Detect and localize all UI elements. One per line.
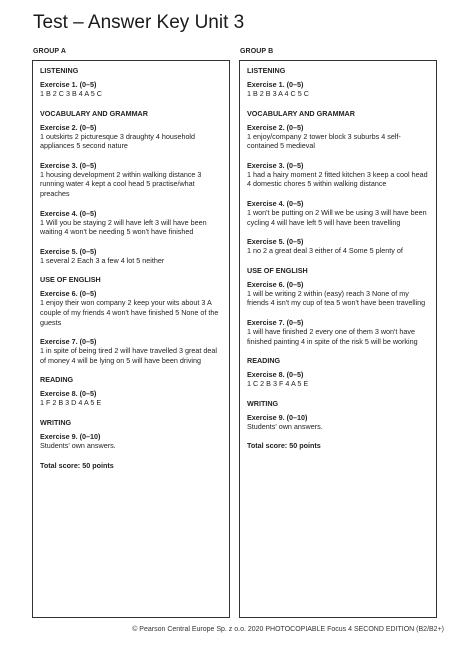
exercise-title: Exercise 2. (0–5): [247, 122, 304, 132]
group-a-label: GROUP A: [33, 48, 66, 55]
exercise-answers: 1 will be writing 2 within (easy) reach 3 None of my friends 4 isn't my cup of tea 5 won't have been travelling: [247, 288, 426, 308]
exercise-title: Exercise 6. (0–5): [247, 279, 304, 289]
exercise-title: Exercise 4. (0–5): [40, 208, 97, 218]
exercise-title: Exercise 1. (0–5): [247, 80, 304, 89]
exercise-title: Exercise 7. (0–5): [247, 317, 304, 327]
exercise-answers: 1 C 2 B 3 F 4 A 5 E: [247, 379, 309, 389]
section-heading: USE OF ENGLISH: [247, 265, 308, 275]
group-b-answer-box: [239, 60, 437, 618]
section-heading: READING: [40, 375, 74, 385]
exercise-title: Exercise 4. (0–5): [247, 198, 304, 208]
exercise-title: Exercise 6. (0–5): [40, 289, 97, 299]
exercise-block: [40, 289, 223, 327]
exercise-title: Exercise 9. (0–10): [247, 412, 308, 422]
section-heading: READING: [247, 356, 281, 366]
exercise-block: [40, 123, 223, 151]
group-b-label: GROUP B: [240, 48, 274, 55]
exercise-title: Exercise 8. (0–5): [247, 370, 304, 380]
exercise-answers: 1 several 2 Each 3 a few 4 lot 5 neither: [40, 255, 165, 265]
exercise-title: Exercise 1. (0–5): [40, 80, 97, 89]
exercise-block: [247, 370, 430, 389]
exercise-block: [247, 280, 430, 308]
exercise-answers: 1 enjoy their won company 2 keep your wits about 3 A couple of my friends 4 won't have finished 5 None of the guests: [40, 298, 219, 327]
exercise-title: Exercise 7. (0–5): [40, 337, 97, 347]
section-heading: WRITING: [40, 417, 72, 427]
section-heading: USE OF ENGLISH: [40, 275, 101, 285]
exercise-answers: 1 B 2 C 3 B 4 A 5 C: [40, 89, 102, 98]
exercise-block: [247, 413, 430, 432]
exercise-answers: 1 will have finished 2 every one of them 3 won't have finished painting 4 in spite of the risk 5 will be working: [247, 326, 418, 346]
exercise-answers: Students' own answers.: [247, 421, 323, 431]
exercise-title: Exercise 2. (0–5): [40, 122, 97, 132]
exercise-block: [40, 247, 223, 266]
page-title: Test – Answer Key Unit 3: [33, 12, 245, 33]
total-score: Total score: 50 points: [40, 460, 114, 470]
exercise-title: Exercise 5. (0–5): [40, 246, 97, 256]
exercise-block: [40, 209, 223, 237]
exercise-answers: 1 outskirts 2 picturesque 3 draughty 4 household appliances 5 second nature: [40, 131, 196, 151]
exercise-answers: 1 B 2 B 3 A 4 C 5 C: [247, 89, 309, 98]
exercise-answers: 1 F 2 B 3 D 4 A 5 E: [40, 398, 102, 408]
exercise-block: [247, 80, 430, 99]
copyright-footer: © Pearson Central Europe Sp. z o.o. 2020 PHOTOCOPIABLE Focus 4 SECOND EDITION (B2/B2+): [132, 626, 444, 633]
section-heading: VOCABULARY AND GRAMMAR: [40, 108, 148, 118]
exercise-block: [247, 199, 430, 227]
exercise-title: Exercise 3. (0–5): [247, 160, 304, 170]
exercise-block: [247, 237, 430, 256]
exercise-answers: 1 no 2 a great deal 3 either of 4 Some 5 plenty of: [247, 246, 403, 256]
exercise-answers: Students' own answers.: [40, 440, 116, 450]
exercise-answers: 1 Will you be staying 2 will have left 3 will have been waiting 4 won't be needing 5 won't have finished: [40, 217, 207, 237]
exercise-block: [40, 337, 223, 365]
exercise-answers: 1 had a hairy moment 2 fitted kitchen 3 keep a cool head 4 domestic chores 5 within walking distance: [247, 169, 428, 189]
section-heading: VOCABULARY AND GRAMMAR: [247, 108, 355, 118]
exercise-title: Exercise 9. (0–10): [40, 431, 101, 441]
exercise-title: Exercise 8. (0–5): [40, 389, 97, 399]
exercise-block: [40, 389, 223, 408]
exercise-answers: 1 won't be putting on 2 Will we be using 3 will have been cycling 4 will have left 5 will have been travelling: [247, 207, 427, 227]
exercise-block: [40, 161, 223, 199]
exercise-title: Exercise 3. (0–5): [40, 160, 97, 170]
exercise-answers: 1 enjoy/company 2 tower block 3 suburbs 4 self-contained 5 medieval: [247, 131, 401, 151]
exercise-title: Exercise 5. (0–5): [247, 237, 304, 247]
exercise-answers: 1 housing development 2 within walking distance 3 running water 4 kept a cool head 5 practise/what preaches: [40, 169, 202, 198]
total-score: Total score: 50 points: [247, 441, 321, 451]
exercise-answers: 1 in spite of being tired 2 will have travelled 3 great deal of money 4 will be lying on 5 will have been driving: [40, 346, 217, 365]
section-heading: WRITING: [247, 398, 279, 408]
section-heading: LISTENING: [247, 66, 286, 75]
section-heading: LISTENING: [40, 66, 79, 75]
group-a-answer-box: [32, 60, 230, 618]
exercise-block: [247, 318, 430, 346]
exercise-block: [40, 80, 223, 99]
exercise-block: [247, 123, 430, 151]
exercise-block: [40, 432, 223, 451]
exercise-block: [247, 161, 430, 189]
